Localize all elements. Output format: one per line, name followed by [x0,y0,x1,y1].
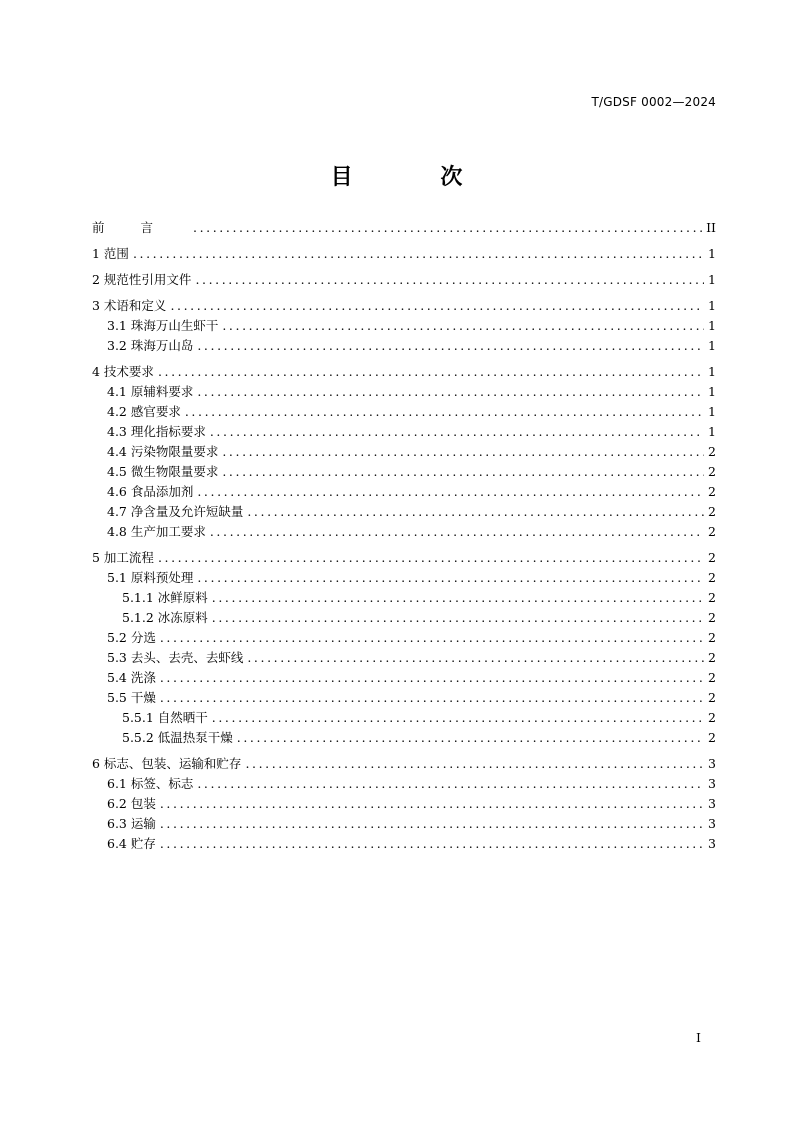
toc-entry-page: 2 [708,484,716,499]
toc-leader-dots [193,218,702,238]
document-code: T/GDSF 0002—2024 [591,95,716,109]
toc-entry-label: 4.1 原辅料要求 [107,384,194,399]
toc-entry-label: 4.3 理化指标要求 [107,424,206,439]
toc-leader-dots [245,754,704,774]
toc-leader-dots [158,362,704,382]
toc-entry[interactable] [92,402,716,422]
toc-entry-page: 2 [708,464,716,479]
toc-entry-label: 6 标志、包装、运输和贮存 [92,756,242,771]
toc-entry[interactable] [92,382,716,402]
toc-leader-dots [247,648,704,668]
toc-entry[interactable] [92,422,716,442]
toc-entry[interactable] [92,568,716,588]
toc-entry[interactable] [92,728,716,748]
toc-leader-dots [197,482,704,502]
toc-leader-dots [160,628,704,648]
toc-entry[interactable] [92,688,716,708]
toc-entry-page: 2 [708,524,716,539]
toc-entry-page: 1 [708,424,716,439]
toc-entry-label: 5.2 分选 [107,630,156,645]
toc-entry-page: 1 [708,318,716,333]
toc-entry[interactable] [92,648,716,668]
toc-entry-label: 1 范围 [92,246,129,261]
toc-entry[interactable] [92,668,716,688]
toc-entry-label: 6.2 包装 [107,796,156,811]
toc-entry-label: 前言 [92,220,190,235]
toc-entry-label: 5 加工流程 [92,550,154,565]
toc-entry-page: II [706,220,716,235]
toc-entry-label: 4.8 生产加工要求 [107,524,206,539]
toc-entry-page: 3 [708,776,716,791]
toc-entry-page: 2 [708,570,716,585]
toc-leader-dots [160,814,704,834]
toc-entry-page: 1 [708,272,716,287]
toc-entry-page: 2 [708,610,716,625]
toc-entry-page: 2 [708,710,716,725]
page-number: I [696,1030,701,1045]
toc-leader-dots [197,774,704,794]
toc-leader-dots [212,708,704,728]
toc-entry-page: 3 [708,816,716,831]
toc-entry-page: 2 [708,690,716,705]
toc-entry[interactable] [92,628,716,648]
toc-entry-label: 6.1 标签、标志 [107,776,194,791]
toc-entry-label: 2 规范性引用文件 [92,272,192,287]
toc-leader-dots [158,548,704,568]
toc-leader-dots [237,728,704,748]
page-title: 目 次 [330,165,503,190]
toc-leader-dots [195,270,704,290]
toc-leader-dots [197,382,704,402]
toc-entry-page: 1 [708,384,716,399]
toc-entry-page: 2 [708,670,716,685]
toc-entry-label: 6.3 运输 [107,816,156,831]
toc-leader-dots [222,316,704,336]
toc-entry[interactable] [92,270,716,290]
toc-entry[interactable] [92,502,716,522]
toc-entry-label: 4.2 感官要求 [107,404,181,419]
toc-entry-page: 1 [708,364,716,379]
toc-entry[interactable] [92,362,716,382]
toc-entry-label: 5.5.2 低温热泵干燥 [122,730,233,745]
toc-entry-page: 3 [708,796,716,811]
toc-leader-dots [160,834,704,854]
toc-leader-dots [212,608,704,628]
toc-entry-label: 5.1.2 冰冻原料 [122,610,208,625]
toc-entry-label: 3.1 珠海万山生虾干 [107,318,219,333]
toc-entry-page: 2 [708,444,716,459]
toc-leader-dots [197,568,704,588]
toc-entry-label: 4.6 食品添加剂 [107,484,194,499]
toc-entry-label: 4.5 微生物限量要求 [107,464,219,479]
toc-entry[interactable] [92,588,716,608]
toc-entry[interactable] [92,482,716,502]
toc-entry[interactable] [92,522,716,542]
toc-entry[interactable] [92,462,716,482]
toc-entry[interactable] [92,608,716,628]
toc-entry-page: 1 [708,404,716,419]
toc-entry-label: 5.5.1 自然晒干 [122,710,208,725]
toc-entry[interactable] [92,296,716,316]
toc-entry-page: 2 [708,730,716,745]
toc-entry-label: 3 术语和定义 [92,298,167,313]
toc-entry-page: 3 [708,836,716,851]
toc-entry-label: 3.2 珠海万山岛 [107,338,194,353]
toc-entry-label: 5.1 原料预处理 [107,570,194,585]
toc-entry-label: 5.1.1 冰鲜原料 [122,590,208,605]
toc-entry[interactable] [92,794,716,814]
toc-entry-label: 5.3 去头、去壳、去虾线 [107,650,244,665]
toc-leader-dots [212,588,704,608]
toc-leader-dots [133,244,704,264]
toc-leader-dots [197,336,704,356]
toc-entry[interactable] [92,834,716,854]
toc-leader-dots [160,794,704,814]
toc-entry-label: 6.4 贮存 [107,836,156,851]
toc-entry[interactable] [92,774,716,794]
toc-entry[interactable] [92,316,716,336]
toc-leader-dots [185,402,704,422]
toc-entry-label: 4.7 净含量及允许短缺量 [107,504,244,519]
toc-entry-page: 2 [708,630,716,645]
toc-entry[interactable] [92,814,716,834]
toc-leader-dots [210,422,704,442]
toc-entry-label: 4 技术要求 [92,364,154,379]
toc-entry-label: 5.4 洗涤 [107,670,156,685]
toc-leader-dots [160,688,704,708]
toc-leader-dots [210,522,704,542]
toc-entry-page: 1 [708,298,716,313]
toc-entry-page: 1 [708,246,716,261]
toc-entry[interactable] [92,548,716,568]
toc-leader-dots [222,442,704,462]
toc-entry[interactable] [92,754,716,774]
toc-entry-page: 3 [708,756,716,771]
toc-leader-dots [160,668,704,688]
toc-entry[interactable] [92,336,716,356]
toc-entry[interactable] [92,244,716,264]
toc-entry-page: 1 [708,338,716,353]
toc-entry[interactable] [92,708,716,728]
toc-entry[interactable] [92,218,716,238]
toc-entry-page: 2 [708,590,716,605]
toc-leader-dots [222,462,704,482]
toc-entry-label: 5.5 干燥 [107,690,156,705]
toc-entry-page: 2 [708,504,716,519]
toc-leader-dots [170,296,704,316]
table-of-contents [92,218,716,854]
toc-leader-dots [247,502,704,522]
toc-entry[interactable] [92,442,716,462]
toc-entry-page: 2 [708,650,716,665]
toc-entry-label: 4.4 污染物限量要求 [107,444,219,459]
toc-entry-page: 2 [708,550,716,565]
